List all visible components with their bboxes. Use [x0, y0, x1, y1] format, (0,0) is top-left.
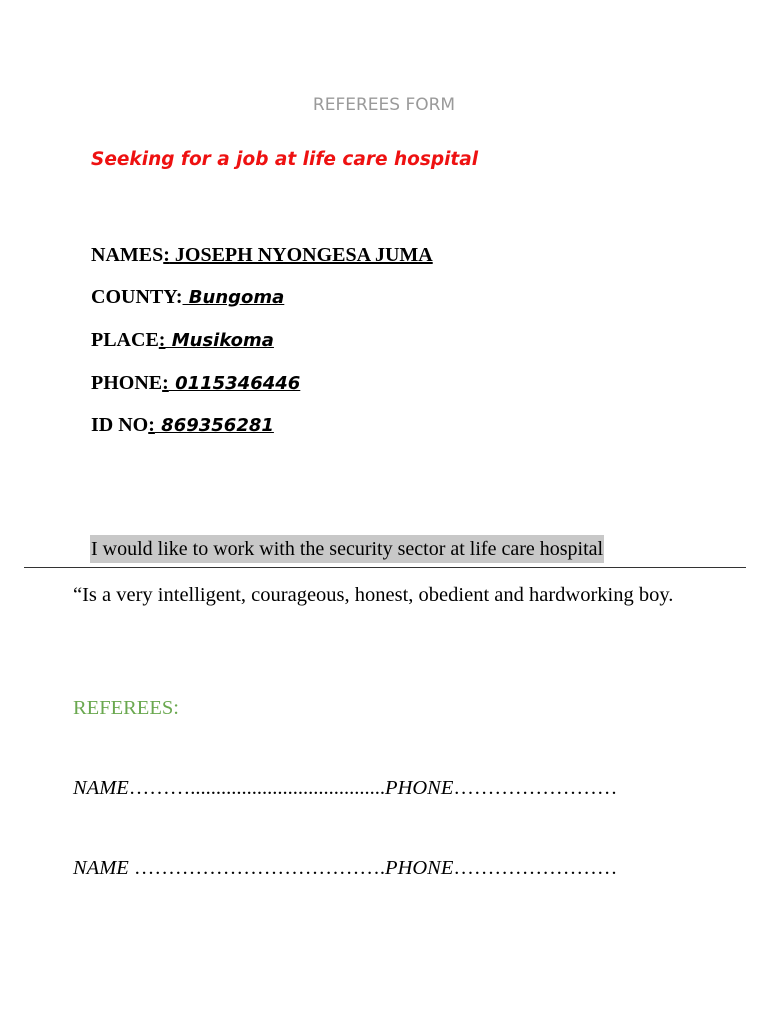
- page-title: REFEREES FORM: [312, 95, 456, 115]
- field-value: 869356281: [154, 415, 274, 436]
- field-separator: :: [162, 372, 169, 394]
- referee-line-1: [73, 777, 617, 800]
- field-separator: :: [158, 329, 166, 351]
- field-label: PLACE: [91, 329, 159, 351]
- referee-phone-blank: ……………………: [453, 777, 618, 799]
- field-phone: [91, 372, 300, 395]
- field-value: Musikoma: [165, 330, 274, 351]
- field-label: NAMES: [91, 244, 164, 266]
- referees-heading: REFEREES:: [73, 697, 179, 719]
- field-separator: :: [148, 414, 155, 436]
- field-names: [91, 244, 433, 267]
- field-label: COUNTY: [91, 286, 176, 308]
- field-label: PHONE: [91, 372, 163, 394]
- field-value: JOSEPH NYONGESA JUMA: [169, 244, 433, 266]
- referee-phone-blank: ……………………: [453, 857, 618, 879]
- referee-name-blank: ……………………………….: [128, 857, 386, 879]
- referee-phone-label: PHONE: [385, 857, 454, 879]
- field-separator: :: [163, 244, 170, 266]
- referee-phone-label: PHONE: [385, 777, 454, 799]
- job-subtitle: Seeking for a job at life care hospital: [91, 149, 479, 170]
- referee-name-blank: ………......................................: [128, 777, 386, 799]
- field-county: [91, 286, 284, 309]
- description-paragraph: “Is a very intelligent, courageous, honest, obedient and hardworking boy.: [73, 584, 674, 606]
- objective-statement: I would like to work with the security sector at life care hospital: [90, 535, 604, 563]
- field-value: Bungoma: [182, 287, 285, 308]
- field-separator: :: [175, 286, 183, 308]
- referee-name-label: NAME: [73, 777, 129, 799]
- referee-line-2: [73, 857, 617, 880]
- field-place: [91, 329, 274, 352]
- field-value: 0115346446: [168, 373, 301, 394]
- referee-name-label: NAME: [73, 857, 129, 879]
- field-label: ID NO: [91, 414, 149, 436]
- horizontal-divider: [24, 567, 746, 568]
- field-id-no: [91, 414, 274, 437]
